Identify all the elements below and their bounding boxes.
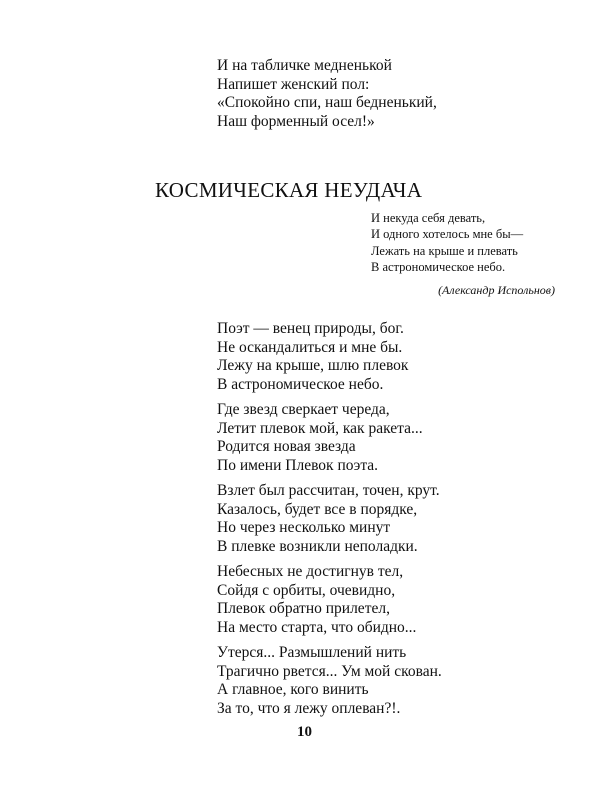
page-number: 10 — [297, 724, 312, 740]
verse-line: Но через несколько минут — [217, 519, 391, 537]
verse-line: Наш форменный осел!» — [217, 112, 375, 130]
verse-line: Казалось, будет все в порядке, — [217, 500, 418, 518]
epigraph — [371, 210, 523, 275]
verse-line: На место старта, что обидно... — [217, 618, 417, 636]
verse-line: И на табличке медненькой — [217, 57, 392, 74]
verse-line: Не оскандалиться и мне бы. — [217, 338, 403, 356]
verse-line: В астрономическое небо. — [217, 375, 384, 393]
verse-line: Где звезд сверкает череда, — [217, 401, 390, 418]
verse-line: Взлет был рассчитан, точен, крут. — [217, 482, 440, 499]
epigraph-line: Лежать на крыше и плевать — [371, 243, 518, 258]
verse-line: А главное, кого винить — [217, 681, 369, 699]
stanza — [217, 644, 442, 718]
verse-line: Сойдя с орбиты, очевидно, — [217, 581, 396, 599]
verse-line: По имени Плевок поэта. — [217, 456, 379, 474]
verse-line: Напишет женский пол: — [217, 75, 370, 93]
verse-line: Трагично рвется... Ум мой скован. — [217, 662, 442, 680]
verse-line: Лежу на крыше, шлю плевок — [217, 357, 409, 375]
verse-line: Плевок обратно прилетел, — [217, 600, 390, 618]
previous-poem-stanza — [217, 57, 437, 131]
epigraph-line: И некуда себя девать, — [371, 211, 486, 225]
epigraph-author: (Александр Испольнов) — [438, 283, 555, 297]
verse-line: Небесных не достигнув тел, — [217, 563, 404, 580]
verse-line: Поэт — венец природы, бог. — [217, 320, 404, 337]
stanza — [217, 563, 416, 637]
verse-line: В плевке возникли неполадки. — [217, 537, 418, 555]
verse-line: Летит плевок мой, как ракета... — [217, 419, 423, 437]
poem-title: КОСМИЧЕСКАЯ НЕУДАЧА — [155, 178, 423, 202]
stanza — [217, 482, 440, 556]
epigraph-line: И одного хотелось мне бы— — [371, 227, 524, 242]
stanza — [217, 401, 423, 475]
verse-line: Утерся... Размышлений нить — [217, 644, 407, 661]
verse-line: «Спокойно спи, наш бедненький, — [217, 94, 437, 112]
verse-line: Родится новая звезда — [217, 438, 356, 456]
stanza — [217, 320, 408, 394]
epigraph-line: В астрономическое небо. — [371, 259, 506, 274]
verse-line: За то, что я лежу оплеван?!. — [217, 699, 401, 717]
